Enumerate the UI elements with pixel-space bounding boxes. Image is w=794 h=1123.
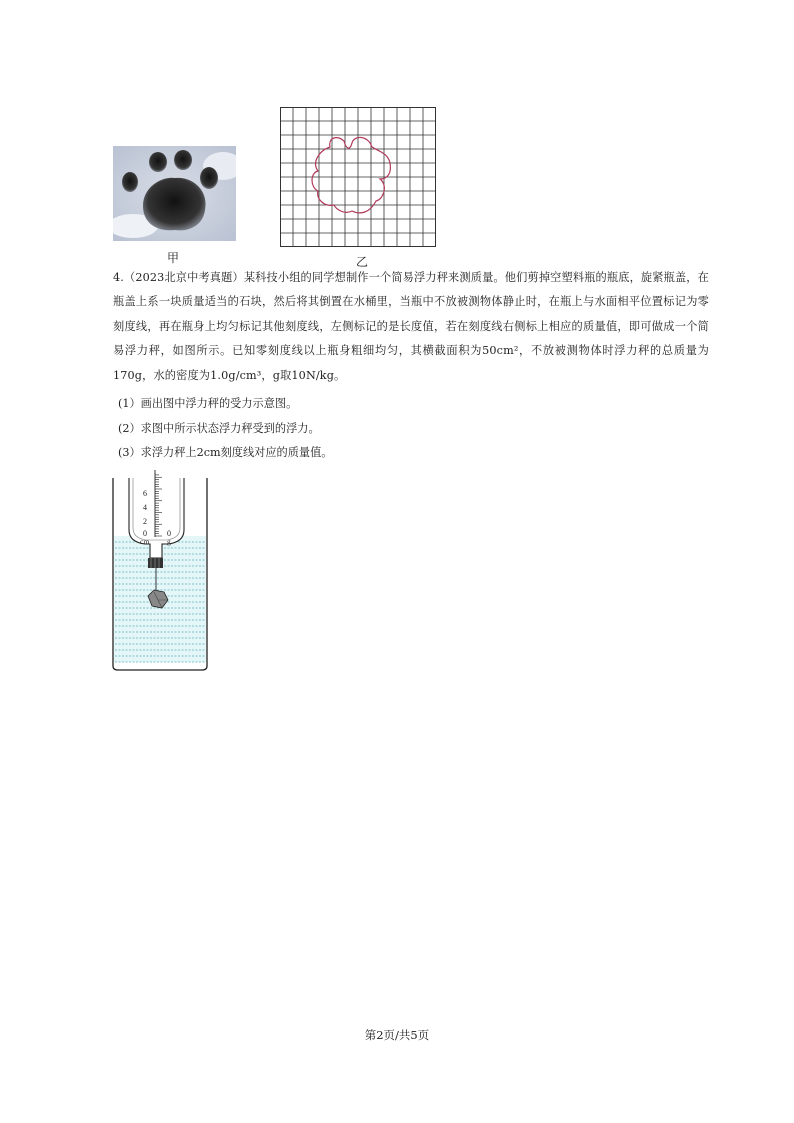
unit-g: g xyxy=(167,537,171,546)
unit-cm: cm xyxy=(140,537,150,546)
paw-print-image xyxy=(113,146,236,241)
problem-text: 4.（2023北京中考真题）某科技小组的同学想制作一个简易浮力秤来测质量。他们剪掉空塑料瓶的瓶底，旋紧瓶盖，在瓶盖上系一块质量适当的石块，然后将其倒置在水桶里，当瓶中不放被测物体静止时，在瓶上与水面相平位置标记为零刻度线，再在瓶身上均匀标记其他刻度线，左侧标记的是长度值，若在刻度线右侧标上相应的质量值，即可做成一个简易浮力秤，如图所示。已知零刻度线以上瓶身粗细均匀，其横截面积为50cm²，不放被测物体时浮力秤的总质量为170g，水的密度为1.0g/cm³，g取10N/kg。 xyxy=(113,271,709,382)
tick-label-6: 6 xyxy=(143,489,147,498)
page-number: 第2页/共5页 xyxy=(364,1028,430,1042)
problem-block xyxy=(113,266,709,388)
tick-label-4: 4 xyxy=(143,503,147,512)
question-3: (3）求浮力秤上2cm刻度线对应的质量值。 xyxy=(118,446,333,459)
question-1: (1）画出图中浮力秤的受力示意图。 xyxy=(118,397,298,410)
mass-zero-label: 0 xyxy=(167,529,171,538)
tick-label-2: 2 xyxy=(143,517,147,526)
grid-figure xyxy=(280,107,436,247)
paw-print-photo xyxy=(113,146,236,241)
tick-label-0: 0 xyxy=(143,529,147,538)
paw-photo-label: 甲 xyxy=(167,251,180,265)
grid-image xyxy=(280,107,436,247)
float-scale-diagram xyxy=(110,470,210,673)
grid-label: 乙 xyxy=(356,255,369,269)
question-2: (2）求图中所示状态浮力秤受到的浮力。 xyxy=(118,422,320,435)
float-scale-figure xyxy=(110,470,210,673)
